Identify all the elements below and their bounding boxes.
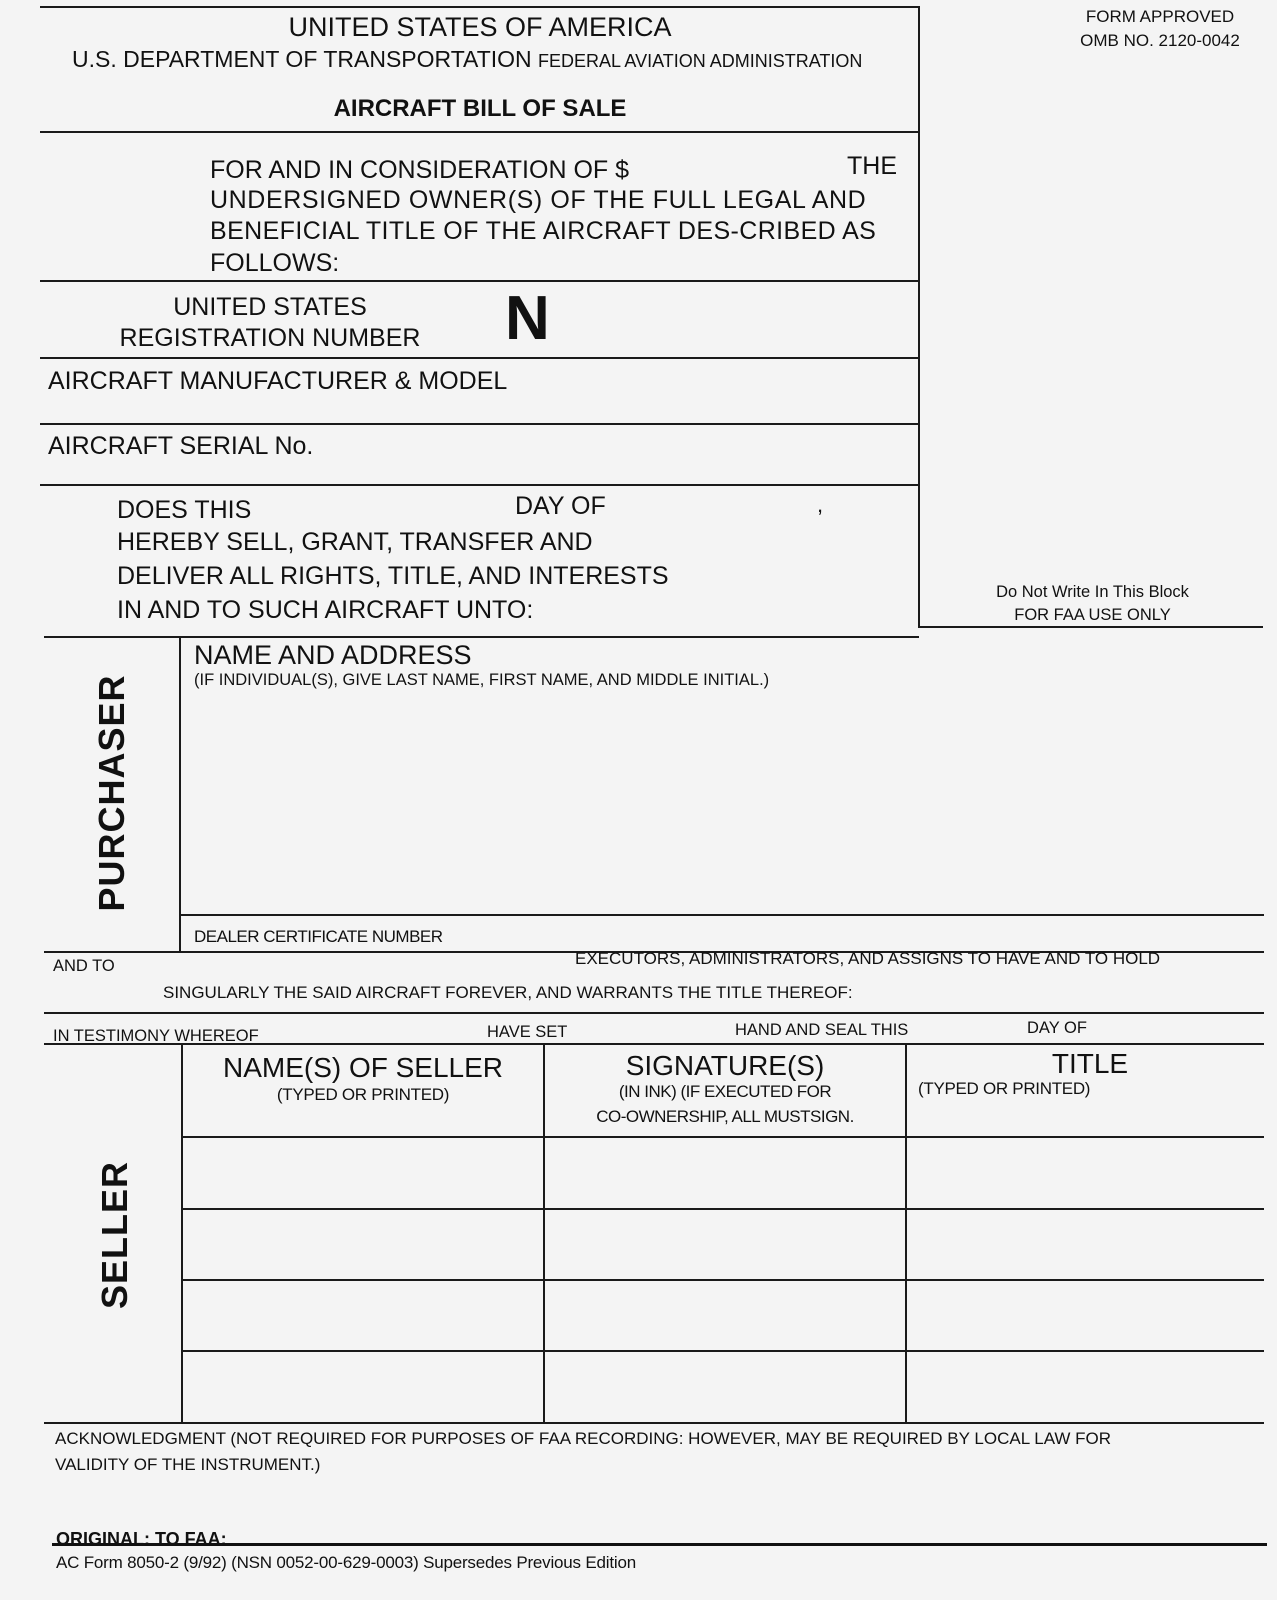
form-title: AIRCRAFT BILL OF SALE bbox=[333, 95, 627, 122]
seller-name-inline-field[interactable] bbox=[270, 492, 500, 522]
footer-rule bbox=[52, 1543, 1267, 1546]
seller-table-divider-2 bbox=[905, 1043, 907, 1424]
singularly-text: SINGULARLY THE SAID AIRCRAFT FOREVER, AND WARRANTS THE TITLE THEREOF: bbox=[163, 983, 853, 1002]
registration-n-prefix: N bbox=[505, 284, 550, 353]
transfer-comma: , bbox=[817, 492, 824, 517]
divider-manufacturer bbox=[40, 423, 920, 425]
department-title bbox=[72, 48, 862, 71]
purchaser-name-address-field[interactable] bbox=[190, 700, 1255, 910]
department-name: U.S. DEPARTMENT OF TRANSPORTATION bbox=[72, 46, 532, 72]
testimony-day-field[interactable] bbox=[935, 1018, 1025, 1042]
testimony-month-field[interactable] bbox=[1100, 1016, 1255, 1040]
consideration-line-1: FOR AND IN CONSIDERATION OF $ bbox=[210, 156, 630, 184]
registration-label-2: REGISTRATION NUMBER bbox=[119, 324, 421, 352]
seller-table-header-bottom bbox=[181, 1136, 1264, 1138]
consideration-line-2: UNDERSIGNED OWNER(S) OF THE FULL LEGAL AND bbox=[210, 186, 867, 214]
divider-purchaser-top bbox=[44, 636, 919, 638]
top-block-right-border bbox=[918, 6, 920, 628]
registration-label-1: UNITED STATES bbox=[173, 293, 367, 321]
purchaser-side-label: PURCHASER bbox=[91, 674, 132, 912]
manufacturer-label: AIRCRAFT MANUFACTURER & MODEL bbox=[48, 367, 508, 395]
seller-col-name-sub: (TYPED OR PRINTED) bbox=[276, 1085, 450, 1104]
transfer-date-field[interactable] bbox=[615, 490, 810, 520]
seller-col-signature-sub-1: (IN INK) (IF EXECUTED FOR bbox=[618, 1082, 832, 1101]
consideration-amount-field[interactable] bbox=[652, 150, 842, 180]
and-to-field[interactable] bbox=[130, 953, 570, 979]
seller-col-signature-title: SIGNATURE(S) bbox=[625, 1050, 825, 1081]
dealer-certificate-label: DEALER CERTIFICATE NUMBER bbox=[194, 927, 443, 946]
testimony-name-field[interactable] bbox=[290, 1020, 480, 1044]
in-testimony-label: IN TESTIMONY WHEREOF bbox=[53, 1027, 259, 1045]
seller-col-title-title: TITLE bbox=[1051, 1048, 1129, 1079]
divider-title bbox=[40, 131, 920, 133]
seller-title-row-1[interactable] bbox=[909, 1140, 1261, 1206]
seller-signature-row-1[interactable] bbox=[547, 1140, 902, 1206]
divider-testimony bbox=[44, 1043, 1264, 1045]
purchaser-name-label: NAME AND ADDRESS bbox=[194, 640, 472, 670]
seller-col-title-sub: (TYPED OR PRINTED) bbox=[918, 1079, 1091, 1098]
divider-consideration bbox=[40, 280, 920, 282]
seller-table-bottom bbox=[44, 1422, 1264, 1424]
transfer-line-4: IN AND TO SUCH AIRCRAFT UNTO: bbox=[117, 596, 534, 624]
seller-signature-row-4[interactable] bbox=[547, 1354, 902, 1420]
seller-title-row-3[interactable] bbox=[909, 1283, 1261, 1348]
seller-col-name-title: NAME(S) OF SELLER bbox=[222, 1052, 504, 1083]
seller-title-row-2[interactable] bbox=[909, 1212, 1261, 1277]
executors-text: EXECUTORS, ADMINISTRATORS, AND ASSIGNS TO HAVE AND TO HOLD bbox=[575, 949, 1161, 968]
approval-line-1: FORM APPROVED bbox=[1085, 7, 1235, 26]
consideration-line-4: FOLLOWS: bbox=[210, 249, 340, 277]
acknowledgment-line-2: VALIDITY OF THE INSTRUMENT.) bbox=[55, 1455, 321, 1474]
testimony-pronoun-field[interactable] bbox=[585, 1018, 730, 1042]
seller-signature-row-3[interactable] bbox=[547, 1283, 902, 1348]
testimony-day-of-label: DAY OF bbox=[1027, 1019, 1087, 1037]
have-set-label: HAVE SET bbox=[487, 1023, 568, 1041]
and-to-label: AND TO bbox=[53, 957, 115, 975]
purchaser-name-hint: (IF INDIVIDUAL(S), GIVE LAST NAME, FIRST NAME, AND MIDDLE INITIAL.) bbox=[194, 671, 770, 689]
seller-title-row-4[interactable] bbox=[909, 1354, 1261, 1420]
seller-side-label: SELLER bbox=[94, 1161, 135, 1310]
consideration-the: THE bbox=[847, 152, 897, 180]
faa-block-line-1: Do Not Write In This Block bbox=[996, 583, 1189, 601]
omb-number: OMB NO. 2120-0042 bbox=[1080, 31, 1240, 50]
hand-and-seal-label: HAND AND SEAL THIS bbox=[735, 1021, 909, 1039]
transfer-line-3: DELIVER ALL RIGHTS, TITLE, AND INTERESTS bbox=[117, 562, 669, 590]
does-this-label: DOES THIS bbox=[117, 496, 252, 524]
transfer-line-2: HEREBY SELL, GRANT, TRANSFER AND bbox=[117, 528, 593, 556]
seller-signature-row-2[interactable] bbox=[547, 1212, 902, 1277]
divider-serial bbox=[40, 484, 920, 486]
acknowledgment-line-1: ACKNOWLEDGMENT (NOT REQUIRED FOR PURPOSES OF FAA RECORDING: HOWEVER, MAY BE REQUIRED BY LOCAL LAW FOR bbox=[55, 1429, 1112, 1448]
seller-row-line-2 bbox=[181, 1279, 1264, 1281]
top-border bbox=[40, 6, 920, 8]
acknowledgment-area[interactable] bbox=[55, 1480, 1255, 1525]
serial-number-field[interactable] bbox=[330, 432, 905, 472]
manufacturer-model-field[interactable] bbox=[48, 398, 908, 420]
seller-col-signature-sub-2: CO-OWNERSHIP, ALL MUSTSIGN. bbox=[596, 1107, 854, 1126]
divider-dealer bbox=[179, 914, 1264, 916]
seller-name-row-4[interactable] bbox=[185, 1354, 540, 1420]
divider-warranty bbox=[44, 1012, 1264, 1014]
dealer-certificate-field[interactable] bbox=[470, 922, 1250, 948]
seller-row-line-1 bbox=[181, 1208, 1264, 1210]
serial-label: AIRCRAFT SERIAL No. bbox=[48, 432, 314, 460]
seller-table-divider-1 bbox=[543, 1043, 545, 1424]
divider-registration bbox=[40, 357, 920, 359]
faa-block-line-2: FOR FAA USE ONLY bbox=[1014, 606, 1171, 624]
purchaser-side-border bbox=[179, 636, 181, 952]
seller-name-row-2[interactable] bbox=[185, 1212, 540, 1277]
transfer-day-of-label: DAY OF bbox=[515, 492, 606, 520]
seller-row-line-3 bbox=[181, 1350, 1264, 1352]
faa-block-bottom-border bbox=[918, 626, 1263, 628]
registration-number-field[interactable] bbox=[560, 295, 900, 350]
seller-name-row-1[interactable] bbox=[185, 1140, 540, 1206]
seller-name-row-3[interactable] bbox=[185, 1283, 540, 1348]
agency-name: FEDERAL AVIATION ADMINISTRATION bbox=[538, 51, 863, 71]
form-number: AC Form 8050-2 (9/92) (NSN 0052-00-629-0003) Supersedes Previous Edition bbox=[56, 1553, 636, 1572]
country-title: UNITED STATES OF AMERICA bbox=[288, 12, 672, 42]
original-to-faa: ORIGINAL: TO FAA: bbox=[56, 1529, 227, 1549]
consideration-line-3: BENEFICIAL TITLE OF THE AIRCRAFT DES-CRIBED AS bbox=[210, 217, 877, 245]
